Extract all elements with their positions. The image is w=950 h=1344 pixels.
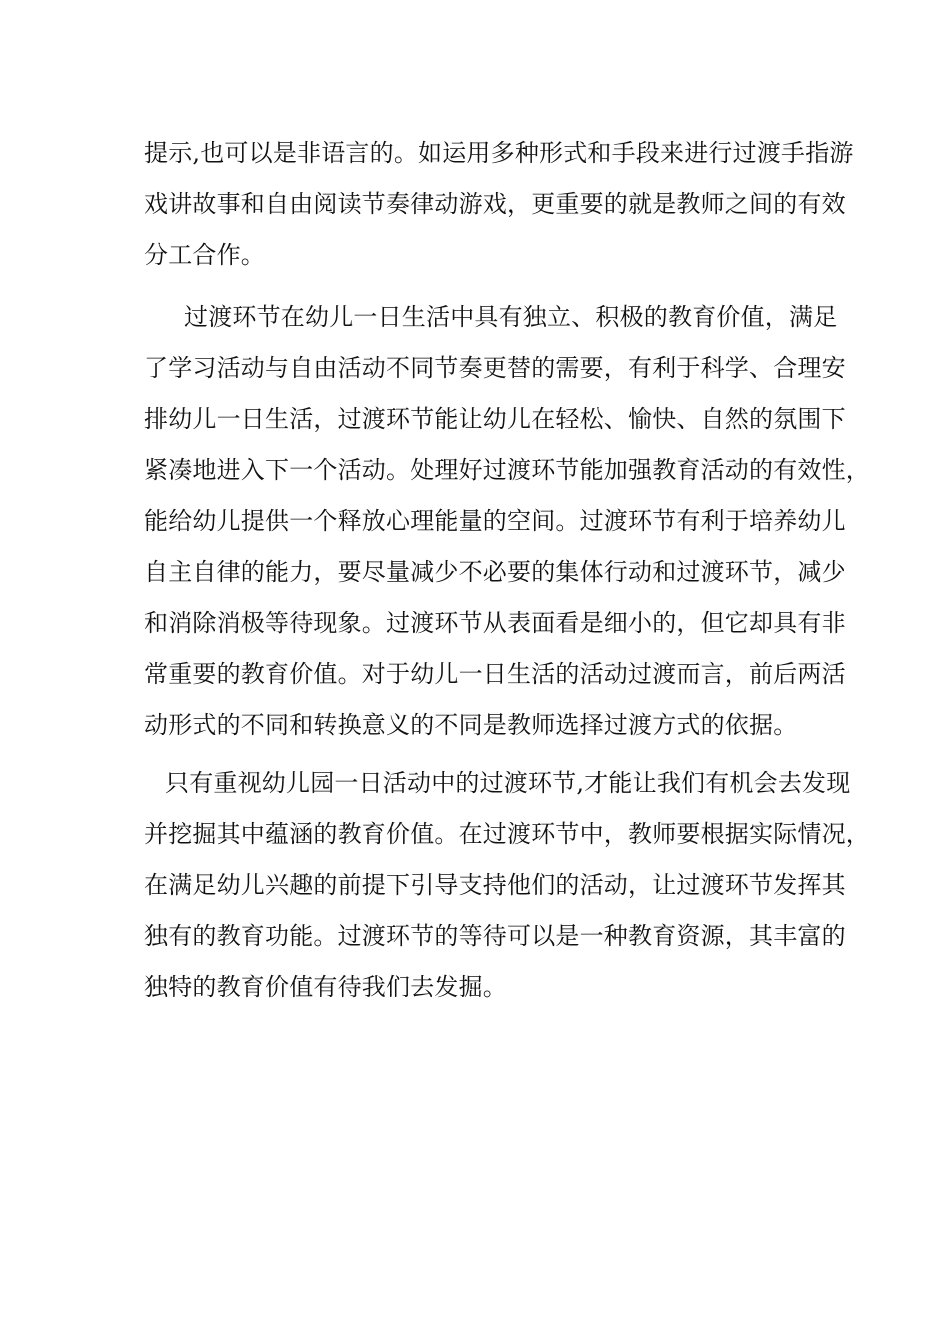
paragraph-line: 戏讲故事和自由阅读节奏律动游戏，更重要的就是教师之间的有效	[144, 190, 846, 218]
paragraph-line: 了学习活动与自由活动不同节奏更替的需要，有利于科学、合理安	[144, 354, 846, 382]
document-body	[144, 128, 870, 1013]
paragraph-line: 和消除消极等待现象。过渡环节从表面看是细小的，但它却具有非	[144, 609, 846, 637]
paragraph-line: 独有的教育功能。过渡环节的等待可以是一种教育资源，其丰富的	[144, 922, 846, 950]
paragraph-line: 自主自律的能力，要尽量减少不必要的集体行动和过渡环节，减少	[144, 558, 846, 586]
paragraph-2	[144, 292, 870, 751]
paragraph-line: 紧凑地进入下一个活动。处理好过渡环节能加强教育活动的有效性，	[144, 456, 870, 484]
paragraph-line: 能给幼儿提供一个释放心理能量的空间。过渡环节有利于培养幼儿	[144, 507, 846, 535]
paragraph-line: 提示,也可以是非语言的。如运用多种形式和手段来进行过渡手指游	[144, 139, 854, 167]
paragraph-line: 常重要的教育价值。对于幼儿一日生活的活动过渡而言，前后两活	[144, 660, 846, 688]
paragraph-3	[144, 758, 870, 1013]
paragraph-line: 独特的教育价值有待我们去发掘。	[144, 973, 507, 1001]
paragraph-line: 过渡环节在幼儿一日生活中具有独立、积极的教育价值，满足	[184, 303, 838, 331]
paragraph-line: 只有重视幼儿园一日活动中的过渡环节,才能让我们有机会去发现	[165, 769, 851, 797]
paragraph-line: 分工合作。	[144, 241, 265, 269]
paragraph-line: 动形式的不同和转换意义的不同是教师选择过渡方式的依据。	[144, 711, 798, 739]
paragraph-line: 排幼儿一日生活，过渡环节能让幼儿在轻松、愉快、自然的氛围下	[144, 405, 846, 433]
paragraph-1	[144, 128, 854, 281]
paragraph-line: 在满足幼儿兴趣的前提下引导支持他们的活动，让过渡环节发挥其	[144, 871, 846, 899]
paragraph-line: 并挖掘其中蕴涵的教育价值。在过渡环节中，教师要根据实际情况，	[144, 820, 870, 848]
